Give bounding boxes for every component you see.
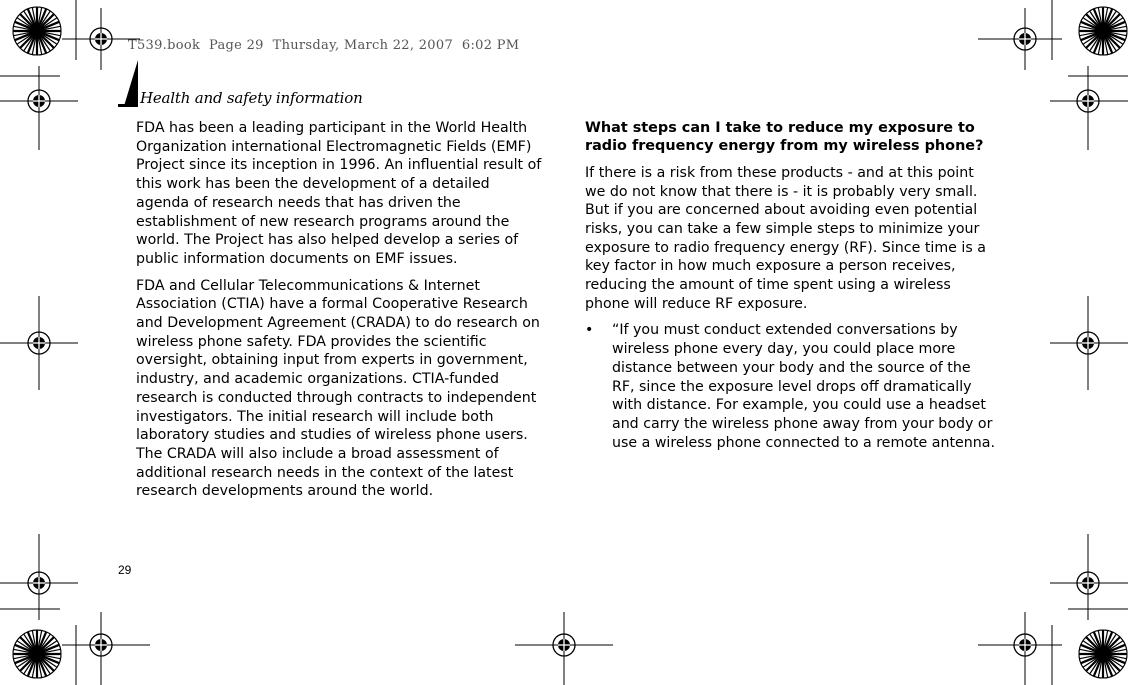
star-target-bottom-right bbox=[1079, 630, 1127, 678]
star-target-bottom-left bbox=[13, 630, 61, 678]
bullet-marker: • bbox=[585, 322, 594, 339]
bullet-list bbox=[585, 321, 995, 452]
question-heading: What steps can I take to reduce my exposure to radio frequency energy from my wireless phone? bbox=[585, 120, 984, 155]
section-bar-decoration bbox=[118, 60, 138, 106]
section-bar-base bbox=[118, 104, 138, 107]
star-target-top-right bbox=[1079, 7, 1127, 55]
list-item bbox=[585, 321, 995, 452]
paragraph-fda-who: FDA has been a leading participant in the World Health Organization international Electromagnetic Fields (EMF) Project since its inception in 1996. An influential result of this work has been the development of a detailed agenda of research needs that has driven the establishment of new research programs around the world. The Project has also helped develop a series of public information documents on EMF issues. bbox=[136, 120, 542, 267]
star-target-top-left bbox=[13, 7, 61, 55]
paragraph-risk: If there is a risk from these products - and at this point we do not know that there is - it is probably very small. But if you are concerned about avoiding even potential risks, you can take a few simple steps to minimize your exposure to radio frequency energy (RF). Since time is a key factor in how much exposure a person receives, reducing the amount of time spent using a wireless phone will reduce RF exposure. bbox=[585, 164, 986, 312]
page-number: 29 bbox=[118, 563, 132, 577]
print-slug: T539.book Page 29 Thursday, March 22, 2007 6:02 PM bbox=[128, 38, 520, 53]
left-column bbox=[136, 119, 544, 509]
bullet-text: “If you must conduct extended conversations by wireless phone every day, you could place more distance between your body and the source of the RF, since the exposure level drops off dramatically with distance. For example, you could use a headset and carry the wireless phone away from your body or use a wireless phone connected to a remote antenna. bbox=[612, 322, 995, 451]
right-column bbox=[585, 119, 995, 452]
paragraph-fda-ctia: FDA and Cellular Telecommunications & Internet Association (CTIA) have a formal Cooperative Research and Development Agreement (CRADA) to do research on wireless phone safety. FDA provides the scientific oversight, obtaining input from experts in government, industry, and academic organizations. CTIA-funded research is conducted through contracts to independent investigators. The initial research will include both laboratory studies and studies of wireless phone users. The CRADA will also include a broad assessment of additional research needs in the context of the latest research developments around the world. bbox=[136, 277, 540, 500]
section-title: Health and safety information bbox=[140, 89, 363, 107]
